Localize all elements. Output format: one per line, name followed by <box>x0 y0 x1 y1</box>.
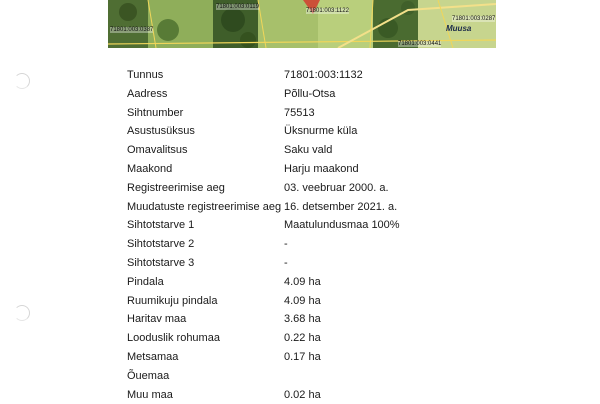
map-label-parcel: 71801:003:0441 <box>398 41 442 47</box>
property-value: 71801:003:1132 <box>284 69 363 81</box>
property-row <box>127 329 427 348</box>
map-label-parcel: 71801:003:0387 <box>110 27 154 33</box>
property-label: Sihtotstarve 1 <box>127 219 195 232</box>
property-label: Haritav maa <box>127 313 187 326</box>
property-row <box>127 85 427 104</box>
property-row <box>127 160 427 179</box>
property-label: Registreerimise aeg <box>127 181 225 194</box>
property-label: Muu maa <box>127 388 173 401</box>
property-label: Looduslik rohumaa <box>127 332 220 345</box>
binder-hole-mark <box>14 305 30 321</box>
property-row <box>127 141 427 160</box>
map-label-parcel: 71801:003:1122 <box>306 8 349 14</box>
property-value: 03. veebruar 2000. a. <box>284 181 389 194</box>
property-label: Aadress <box>127 87 168 100</box>
property-row <box>127 348 427 367</box>
property-value: Harju maakond <box>284 162 359 175</box>
property-label: Sihtotstarve 3 <box>127 256 195 269</box>
map-label-town: Muusa <box>446 24 472 33</box>
property-label: Muudatuste registreerimise aeg <box>127 200 282 213</box>
property-label: Maakond <box>127 162 173 175</box>
property-value: 0.22 ha <box>284 332 321 345</box>
property-label: Tunnus <box>127 69 164 81</box>
property-row <box>127 122 427 141</box>
property-value: Saku vald <box>284 144 333 157</box>
property-label: Pindala <box>127 275 164 288</box>
cadastral-map <box>108 0 496 48</box>
property-value: 75513 <box>284 106 315 119</box>
property-value: Põllu-Otsa <box>284 87 336 100</box>
property-row <box>127 66 427 85</box>
property-row <box>127 216 427 235</box>
property-label: Omavalitsus <box>127 144 188 157</box>
property-value: 3.68 ha <box>284 313 321 326</box>
property-row <box>127 310 427 329</box>
property-label: Sihtnumber <box>127 106 184 119</box>
property-row <box>127 179 427 198</box>
property-value: - <box>284 238 288 251</box>
property-row <box>127 254 427 273</box>
property-value: - <box>284 256 288 269</box>
property-row <box>127 367 427 386</box>
binder-hole-mark <box>14 73 30 89</box>
property-value: Maatulundusmaa 100% <box>284 219 400 232</box>
map-label-parcel: 71801:003:0119 <box>216 4 259 10</box>
property-row <box>127 198 427 217</box>
property-value: 4.09 ha <box>284 294 321 307</box>
property-row <box>127 386 427 404</box>
property-value: 16. detsember 2021. a. <box>284 200 398 213</box>
map-label-parcel: 71801:003:0287 <box>452 16 496 22</box>
property-value: Üksnurme küla <box>284 125 358 138</box>
property-row <box>127 292 427 311</box>
property-label: Metsamaa <box>127 350 179 363</box>
property-label: Sihtotstarve 2 <box>127 238 195 251</box>
property-label: Õuemaa <box>127 369 170 382</box>
property-details-list <box>127 66 427 404</box>
property-label: Asustusüksus <box>127 125 195 138</box>
property-value: 4.09 ha <box>284 275 321 288</box>
property-label: Ruumikuju pindala <box>127 294 218 307</box>
property-value: 0.02 ha <box>284 388 321 401</box>
property-row <box>127 273 427 292</box>
property-row <box>127 235 427 254</box>
property-row <box>127 104 427 123</box>
property-value: 0.17 ha <box>284 350 321 363</box>
